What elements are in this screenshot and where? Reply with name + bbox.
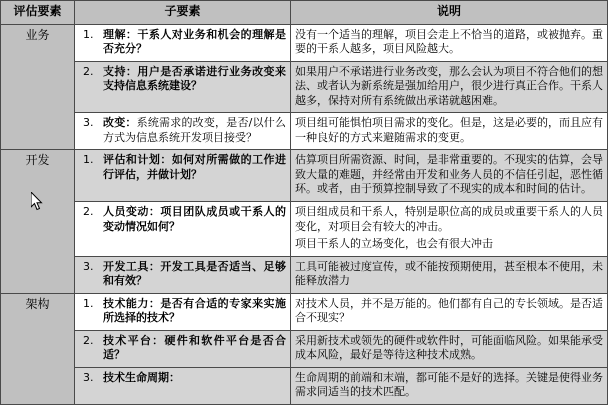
subfactor-text xyxy=(103,297,286,326)
subfactor-lead: 技术生命周期： xyxy=(103,370,180,384)
item-number: 2. xyxy=(83,333,94,347)
subfactor-body: 系统需求的改变，是否/以什么方式为信息系统开发项目接受？ xyxy=(103,116,286,144)
subfactor-text xyxy=(103,65,286,94)
description-cell xyxy=(291,113,608,150)
table-row xyxy=(1,61,608,113)
item-number: 1. xyxy=(83,153,94,167)
subfactor-body: 开发工具是否适当、足够和有效？ xyxy=(103,259,287,288)
subfactor-body: 用户是否承诺进行业务改变来支持信息系统建设？ xyxy=(103,64,287,93)
subfactor-cell xyxy=(75,113,291,150)
description-cell xyxy=(291,330,608,367)
description-paragraph: 估算项目所需资源、时间，是非常重要的。不现实的估算，会导致大量的难题，并经常由开发和业务人员的不信任引起，恶性循环。或者，由于预算控制导致了不现实的成本和时间的估计。 xyxy=(295,153,603,196)
subfactor-text xyxy=(103,28,286,57)
description-cell xyxy=(291,201,608,256)
column-header-category: 评估要素 xyxy=(1,1,75,25)
subfactor-body: 干系人对业务和机会的理解是否充分？ xyxy=(103,27,287,56)
description-cell xyxy=(291,367,608,404)
description-cell xyxy=(291,61,608,113)
item-number: 3. xyxy=(83,116,94,130)
description-cell xyxy=(291,24,608,61)
description-paragraph: 对技术人员，并不是万能的。他们都有自己的专长领域。是否适合不现实？ xyxy=(295,296,603,325)
description-paragraph: 项目组可能惧怕项目需求的变化。但是，这是必要的，而且应有一种良好的方式来避随需求的变更。 xyxy=(295,116,603,144)
category-cell: 业务 xyxy=(1,24,75,150)
item-number: 2. xyxy=(83,204,94,218)
subfactor-body: 是否有合适的专家来实施所选择的技术？ xyxy=(103,296,287,325)
description-paragraph: 项目干系人的立场变化，也会有很大冲击 xyxy=(295,237,493,251)
column-header-description: 说明 xyxy=(291,1,608,25)
description-cell xyxy=(291,150,608,202)
subfactor-lead: 评估和计划： xyxy=(103,153,172,167)
item-number: 1. xyxy=(83,296,94,310)
description-paragraph: 采用新技术或领先的硬件或软件时，可能面临风险。如果能承受成本风险，最好是等待这种技术成熟。 xyxy=(295,333,603,362)
subfactor-cell xyxy=(75,201,291,256)
subfactor-text xyxy=(103,260,286,289)
subfactor-lead: 理解： xyxy=(103,27,138,41)
description-cell xyxy=(291,256,608,293)
subfactor-cell xyxy=(75,24,291,61)
table-row xyxy=(1,24,608,61)
table-row xyxy=(1,293,608,330)
item-number: 3. xyxy=(83,259,94,273)
table-row xyxy=(1,113,608,150)
table-row xyxy=(1,150,608,202)
table-body xyxy=(1,24,608,404)
description-paragraph: 项目组成员和干系人，特别是职位高的成员或重要干系人的人员变化，对项目会有较大的冲击。 xyxy=(295,204,603,233)
subfactor-body: 项目团队成员或干系人的变动情况如何？ xyxy=(103,204,287,233)
table-row xyxy=(1,330,608,367)
description-paragraph: 工具可能被过度宣传，或不能按预期使用，甚至根本不使用，未能释放潜力 xyxy=(295,259,603,288)
subfactor-lead: 技术平台： xyxy=(103,333,165,347)
subfactor-lead: 改变： xyxy=(103,116,137,130)
subfactor-text xyxy=(103,371,286,386)
category-cell: 开发 xyxy=(1,150,75,293)
subfactor-lead: 技术能力： xyxy=(103,296,161,310)
subfactor-text xyxy=(103,334,286,363)
subfactor-cell xyxy=(75,367,291,404)
subfactor-body: 硬件和软件平台是否合适？ xyxy=(103,333,287,362)
description-paragraph: 如果用户不承诺进行业务改变，那么会认为项目不符合他们的想法、或者认为新系统是强加给用户，很少进行真正合作。干系人越多，保持对所有系统做出承诺就越困难。 xyxy=(295,64,603,107)
subfactor-lead: 支持： xyxy=(103,64,138,78)
subfactor-body: 如何对所需做的工作进行评估，并做计划？ xyxy=(103,153,287,181)
item-number: 1. xyxy=(83,27,94,41)
subfactor-text xyxy=(103,153,286,182)
category-cell: 架构 xyxy=(1,293,75,404)
table-row xyxy=(1,201,608,256)
column-header-subfactor: 子要素 xyxy=(75,1,291,25)
subfactor-text xyxy=(103,116,286,145)
subfactor-cell xyxy=(75,150,291,202)
table-header xyxy=(1,1,608,25)
table-row xyxy=(1,367,608,404)
header-row xyxy=(1,1,608,25)
subfactor-cell xyxy=(75,293,291,330)
item-number: 2. xyxy=(83,64,94,78)
description-paragraph: 生命周期的前端和末端，都可能不是好的选择。关键是使得业务需求同适当的技术匹配。 xyxy=(295,370,603,399)
subfactor-lead: 人员变动： xyxy=(103,204,161,218)
subfactor-cell xyxy=(75,330,291,367)
description-paragraph: 没有一个适当的理解，项目会走上不恰当的道路，或被抛弃。重要的干系人越多，项目风险越大。 xyxy=(295,27,603,56)
subfactor-cell xyxy=(75,61,291,113)
subfactor-text xyxy=(103,205,286,234)
description-cell xyxy=(291,293,608,330)
item-number: 3. xyxy=(83,370,94,384)
table-row xyxy=(1,256,608,293)
subfactor-cell xyxy=(75,256,291,293)
subfactor-lead: 开发工具： xyxy=(103,259,161,273)
